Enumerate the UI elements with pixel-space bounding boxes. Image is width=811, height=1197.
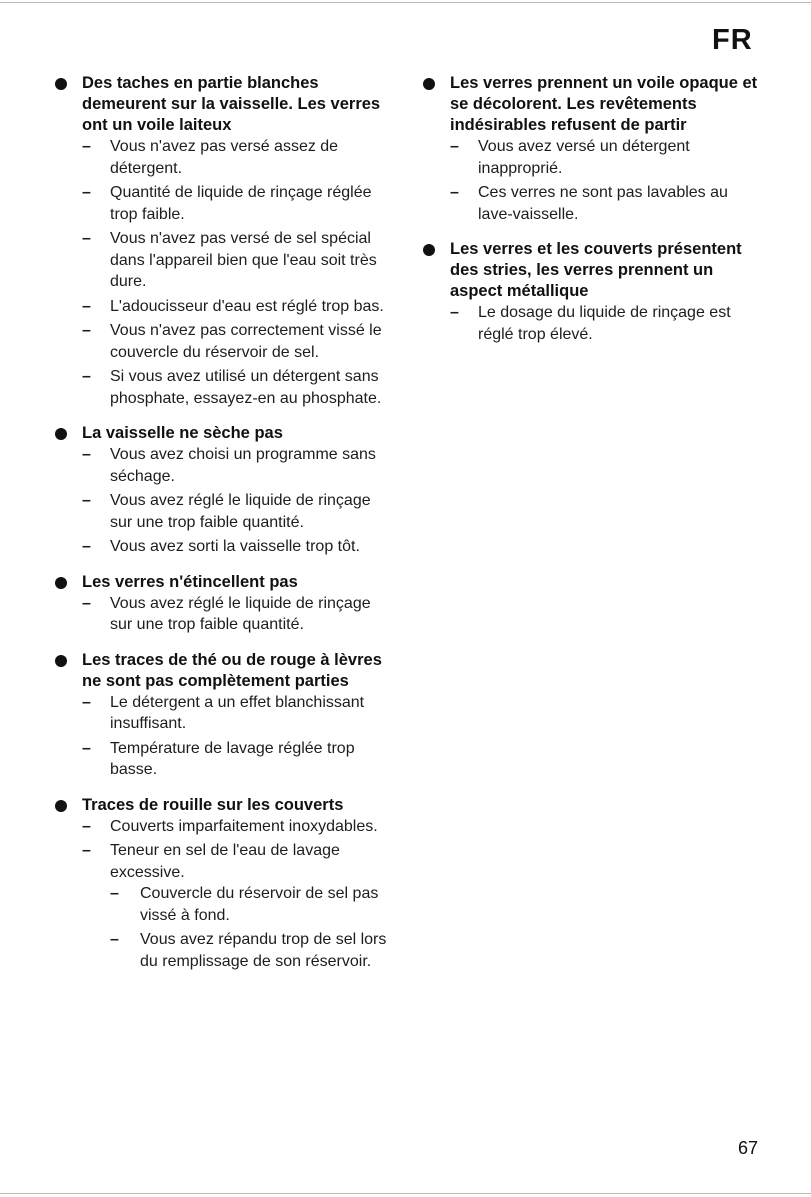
cause-item [82, 296, 393, 318]
cause-item [82, 444, 393, 487]
dash-marker: – [82, 297, 91, 315]
dash-marker: – [82, 446, 91, 463]
dash-marker: – [82, 230, 91, 247]
top-scan-edge [0, 2, 811, 3]
cause-item [82, 840, 393, 975]
cause-list [82, 692, 393, 784]
cause-text: Vous avez sorti la vaisselle trop tôt. [110, 538, 360, 555]
cause-text: Quantité de liquide de rinçage réglée trop faible. [110, 184, 372, 223]
cause-list [82, 593, 393, 639]
troubleshooting-section [416, 73, 761, 228]
cause-item [82, 366, 393, 409]
section-heading: Les traces de thé ou de rouge à lèvres ne sont pas complètement parties [82, 650, 382, 690]
cause-text: Couverts imparfaitement inoxydables. [110, 817, 378, 835]
cause-item [82, 816, 393, 838]
cause-text: L'adoucisseur d'eau est réglé trop bas. [110, 297, 384, 315]
cause-item [450, 182, 761, 225]
cause-text: Ces verres ne sont pas lavables au lave-vaisselle. [478, 184, 728, 223]
section-heading: Les verres n'étincellent pas [82, 572, 298, 591]
section-heading: La vaisselle ne sèche pas [82, 424, 283, 442]
cause-text: Température de lavage réglée trop basse. [110, 739, 355, 778]
bullet-icon [55, 428, 67, 440]
cause-item [82, 692, 393, 735]
cause-item [82, 228, 393, 293]
section-heading: Les verres prennent un voile opaque et se décolorent. Les revêtements indésirables refusent de partir [450, 74, 758, 134]
dash-marker: – [450, 184, 459, 201]
dash-marker: – [82, 817, 91, 835]
sub-cause-text: Vous avez répandu trop de sel lors du remplissage de son réservoir. [140, 931, 387, 970]
sub-cause-list [110, 883, 393, 975]
cause-list [82, 136, 393, 412]
dash-marker: – [450, 304, 459, 321]
cause-item [82, 136, 393, 179]
cause-text: Le dosage du liquide de rinçage est réglé trop élevé. [478, 304, 731, 343]
bullet-icon [423, 244, 435, 256]
cause-text: Vous n'avez pas versé assez de détergent. [110, 138, 339, 177]
section-heading: Traces de rouille sur les couverts [82, 795, 344, 814]
sub-cause-item [110, 929, 393, 972]
troubleshooting-section [48, 650, 393, 784]
cause-text: Le détergent a un effet blanchissant insuffisant. [110, 693, 365, 732]
cause-item [82, 182, 393, 225]
troubleshooting-section [48, 73, 393, 412]
language-code: FR [712, 24, 753, 56]
section-heading: Des taches en partie blanches demeurent sur la vaisselle. Les verres ont un voile laiteux [82, 74, 381, 134]
right-column [416, 73, 761, 359]
cause-text: Vous avez choisi un programme sans séchage. [110, 446, 376, 485]
troubleshooting-section [48, 795, 393, 979]
page-number: 67 [738, 1138, 759, 1158]
dash-marker: – [110, 931, 119, 948]
dash-marker: – [82, 739, 91, 757]
cause-item [82, 490, 393, 533]
bullet-icon [55, 577, 67, 589]
dash-marker: – [82, 693, 91, 711]
bullet-icon [55, 78, 67, 90]
troubleshooting-section [416, 239, 761, 348]
cause-text: Teneur en sel de l'eau de lavage excessive. [110, 842, 340, 881]
cause-item [82, 320, 393, 363]
cause-list [450, 136, 761, 228]
cause-text: Si vous avez utilisé un détergent sans phosphate, essayez-en au phosphate. [110, 368, 382, 407]
dash-marker: – [450, 138, 459, 155]
cause-text: Vous n'avez pas correctement vissé le couvercle du réservoir de sel. [110, 322, 382, 361]
bullet-icon [423, 78, 435, 90]
dash-marker: – [82, 368, 91, 385]
cause-list [450, 302, 761, 348]
cause-text: Vous avez réglé le liquide de rinçage sur une trop faible quantité. [110, 594, 371, 633]
cause-item [82, 738, 393, 781]
cause-text: Vous avez versé un détergent inapproprié. [478, 138, 690, 177]
dash-marker: – [82, 842, 91, 859]
troubleshooting-section [48, 423, 393, 561]
dash-marker: – [82, 492, 91, 509]
dash-marker: – [82, 184, 91, 201]
cause-item [82, 536, 393, 558]
cause-item [450, 302, 761, 345]
section-heading: Les verres et les couverts présentent des stries, les verres prennent un aspect métallique [450, 240, 742, 300]
left-column [48, 73, 393, 989]
troubleshooting-section [48, 572, 393, 639]
dash-marker: – [82, 594, 91, 612]
dash-marker: – [110, 885, 119, 902]
sub-cause-item [110, 883, 393, 926]
cause-list [82, 444, 393, 561]
dash-marker: – [82, 322, 91, 339]
cause-text: Vous avez réglé le liquide de rinçage sur une trop faible quantité. [110, 492, 371, 531]
sub-cause-text: Couvercle du réservoir de sel pas vissé à fond. [140, 885, 379, 924]
bullet-icon [55, 800, 67, 812]
cause-list [82, 816, 393, 979]
cause-item [82, 593, 393, 636]
cause-item [450, 136, 761, 179]
bottom-scan-edge [0, 1193, 811, 1194]
dash-marker: – [82, 538, 91, 555]
dash-marker: – [82, 138, 91, 155]
bullet-icon [55, 655, 67, 667]
cause-text: Vous n'avez pas versé de sel spécial dans l'appareil bien que l'eau soit très dure. [110, 230, 377, 290]
